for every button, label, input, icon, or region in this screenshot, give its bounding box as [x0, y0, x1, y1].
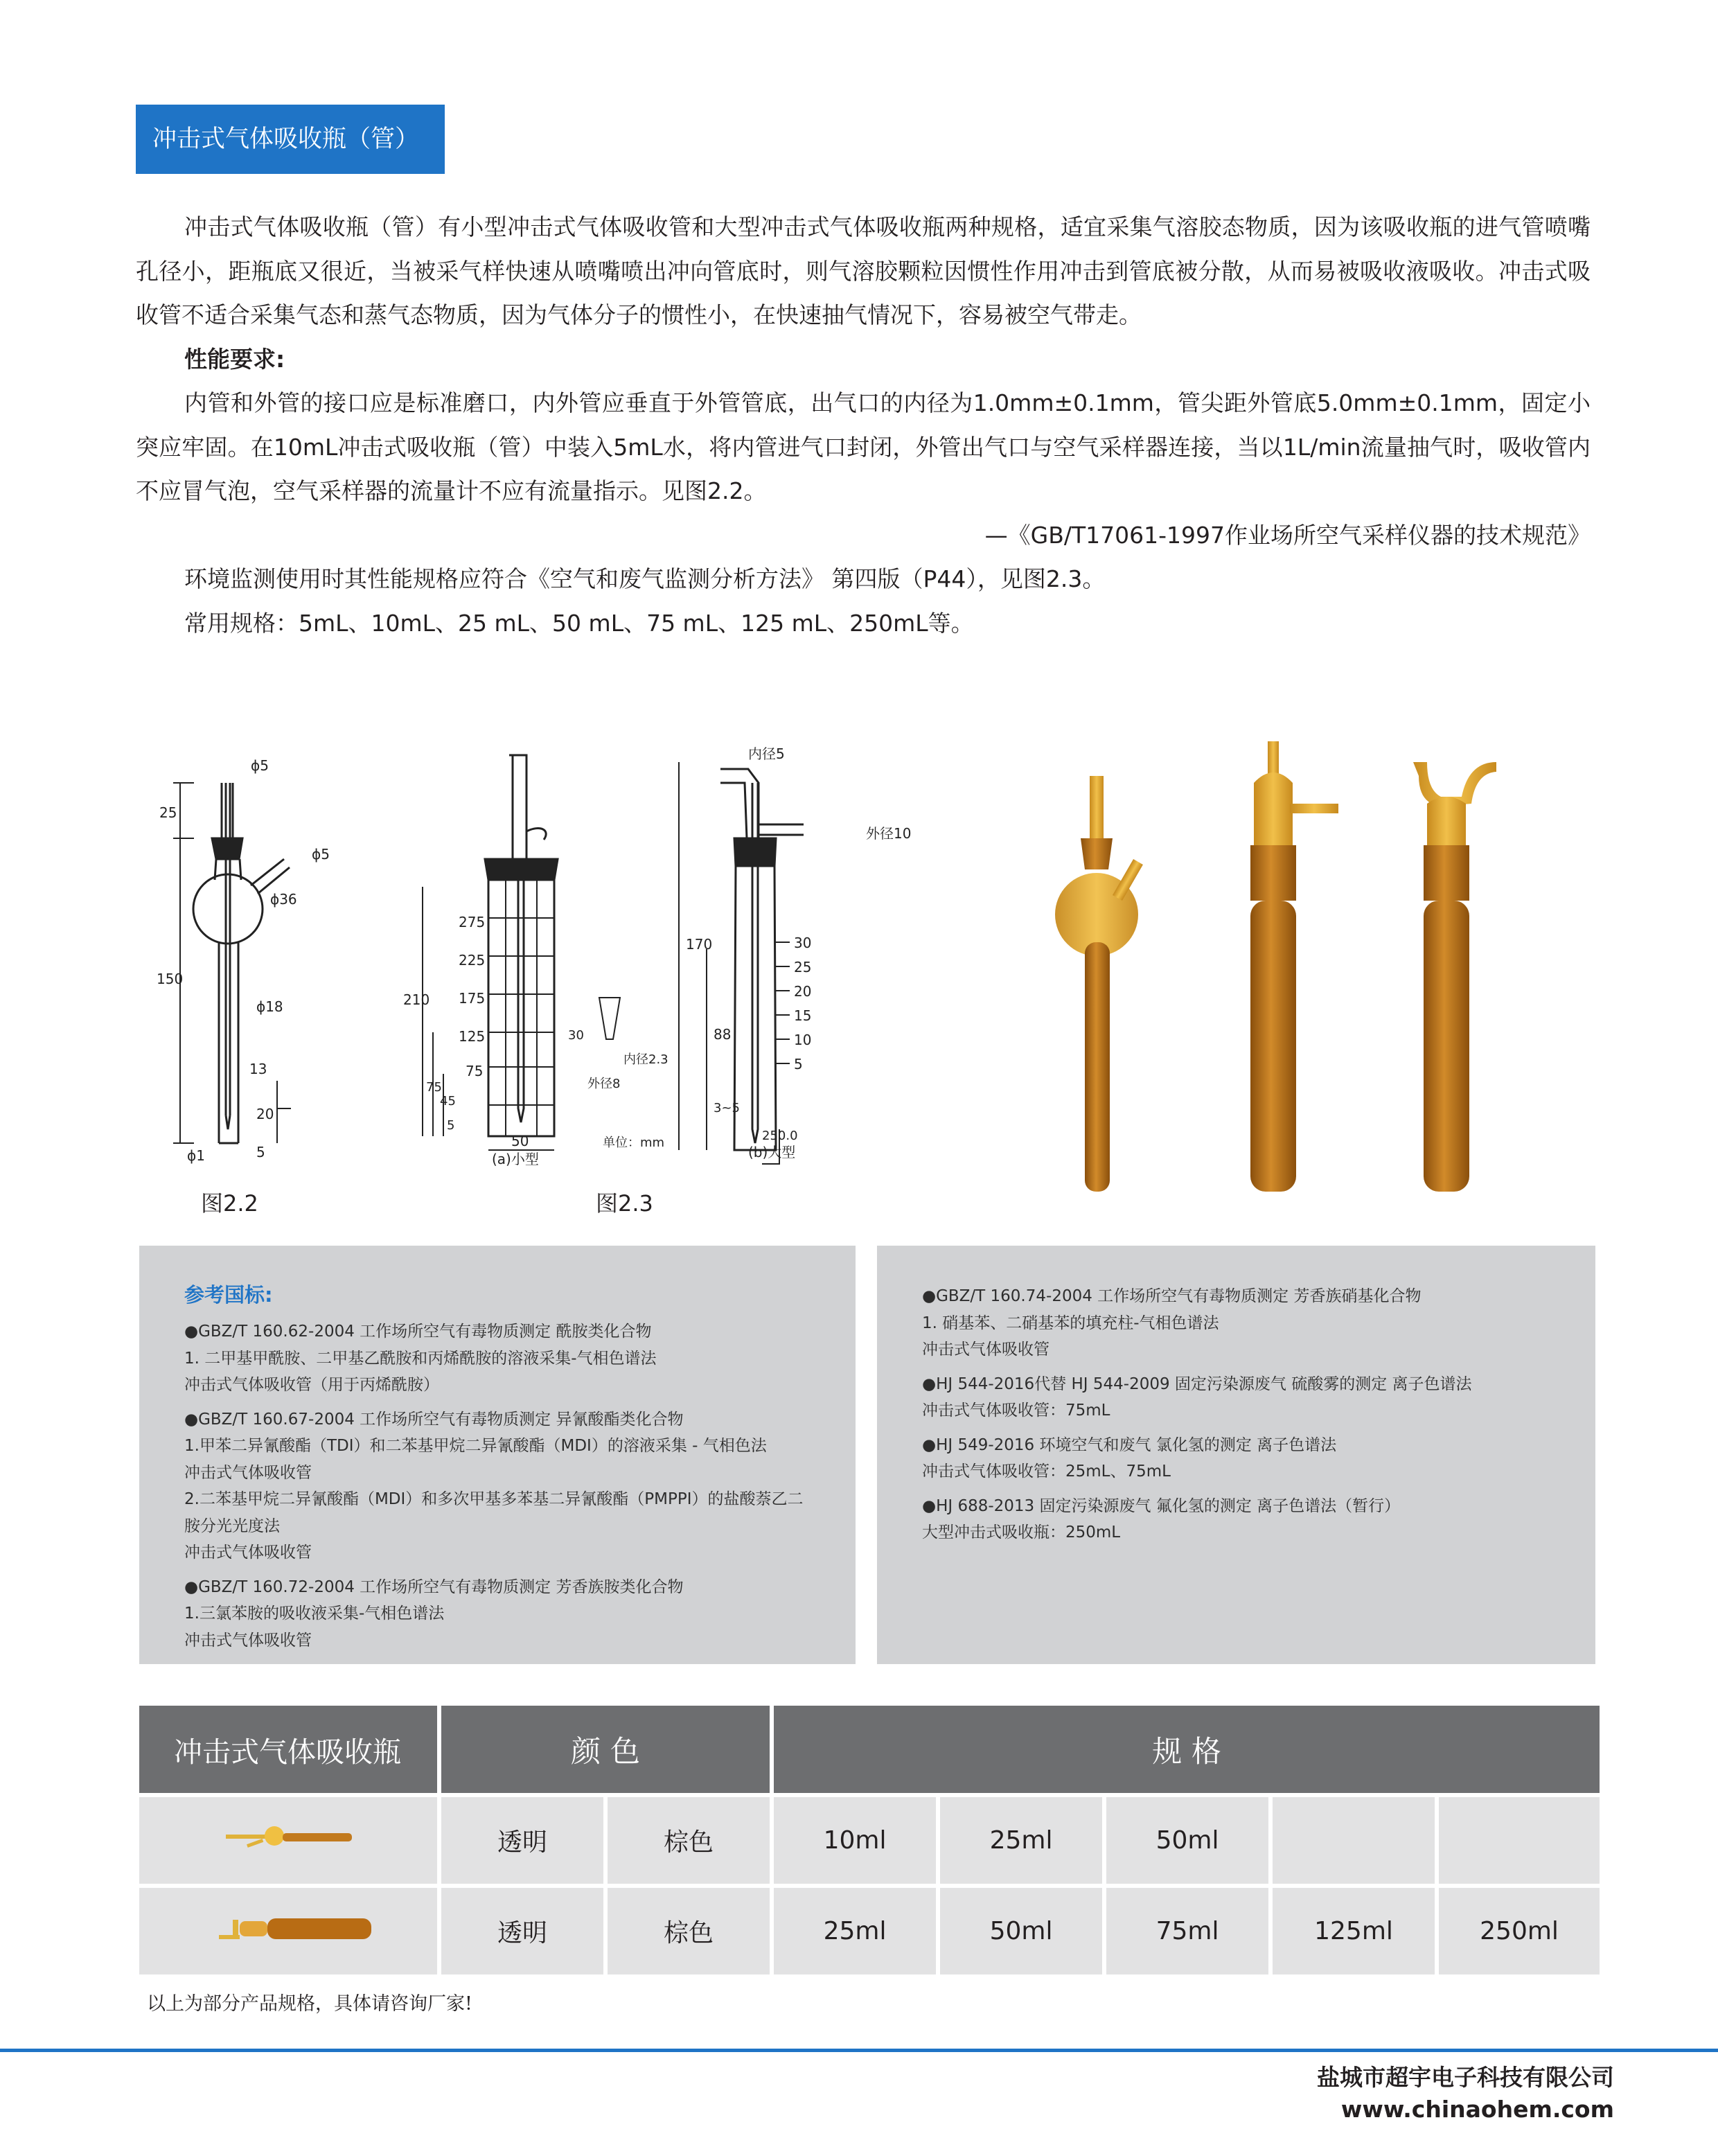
reference-panel-right — [877, 1246, 1595, 1664]
figure-2-3-label: 图2.3 — [596, 1190, 653, 1217]
fig23a-tick-1: 275 — [459, 914, 486, 930]
reference-line: 冲击式气体吸收管：75mL — [922, 1402, 1110, 1420]
reference-line: ●GBZ/T 160.67-2004 工作场所空气有毒物质测定 异氰酸酯类化合物 — [184, 1410, 684, 1429]
reference-title: 参考国标: — [184, 1283, 273, 1307]
fig23a-dim-3: 45 — [440, 1094, 456, 1108]
fig22-dim-7: 13 — [249, 1061, 267, 1077]
figure-2-3a-drawing — [402, 748, 693, 1171]
standard-citation: —《GB/T17061-1997作业场所空气采样仪器的技术规范》 — [984, 521, 1591, 549]
fig22-dim-5: 150 — [157, 971, 184, 987]
intro-paragraph: 冲击式气体吸收瓶（管）有小型冲击式气体吸收管和大型冲击式气体吸收瓶两种规格，适宜采集气溶胶态物质，因为该吸收瓶的进气管喷嘴孔径小，距瓶底又很近，当被采气样快速从喷嘴喷出冲向管底时，则气溶胶颗粒因惯性作用冲击到管底被分散，从而易被吸收液吸收。冲击式吸收管不适合采集气态和蒸气态物质，因为气体分子的惯性小，在快速抽气情况下，容易被空气带走。 — [136, 213, 1591, 328]
fig23b-tick-6: 5 — [794, 1056, 803, 1072]
header-product: 冲击式气体吸收瓶 — [139, 1706, 437, 1793]
figure-2-2-label: 图2.2 — [201, 1190, 258, 1217]
fig22-dim-3: ϕ5 — [312, 846, 330, 863]
fig23b-tick-1: 30 — [794, 935, 812, 951]
reference-line: ●HJ 549-2016 环境空气和废气 氯化氢的测定 离子色谱法 — [922, 1435, 1337, 1454]
fig23b-dim-1: 内径5 — [748, 745, 785, 762]
body-text — [136, 205, 1591, 645]
requirements-paragraph: 内管和外管的接口应是标准磨口，内外管应垂直于外管管底，出气口的内径为1.0mm±0.1mm，管尖距外管底5.0mm±0.1mm，固定小突应牢固。在10mL冲击式吸收瓶（管）中装入5mL水，将内管进气口封闭，外管出气口与空气采样器连接，当以1L/min流量抽气时，吸收管内不应冒气泡，空气采样器的流量计不应有流量指示。见图2.2。 — [136, 389, 1591, 504]
fig23a-tick-5: 75 — [466, 1063, 484, 1079]
fig23a-tick-3: 175 — [459, 990, 486, 1007]
reference-line: 2.二苯基甲烷二异氰酸酯（MDI）和多次甲基多苯基二异氰酸酯（PMPPI）的盐酸萘乙二胺分光光度法 — [184, 1490, 804, 1535]
fig23-tip-3: 外径8 — [587, 1077, 621, 1091]
table-header-row — [139, 1706, 1600, 1793]
fig23b-dim-6: 250.0 — [762, 1129, 798, 1143]
company-name: 盐城市超宇电子科技有限公司 — [1317, 2064, 1614, 2091]
fig23b-dim-5: 3~5 — [714, 1101, 740, 1115]
fig22-dim-8: 20 — [256, 1106, 274, 1122]
reference-line: ●HJ 544-2016代替 HJ 544-2009 固定污染源废气 硫酸雾的测定 离子色谱法 — [922, 1375, 1472, 1393]
reference-line: 1. 硝基苯、二硝基苯的填充柱-气相色谱法 — [922, 1314, 1219, 1332]
fig23b-dim-4: 88 — [714, 1026, 732, 1043]
fig23-unit: 单位：mm — [603, 1136, 665, 1150]
fig23b-tick-2: 25 — [794, 959, 812, 975]
spec-value: 25ml — [940, 1797, 1102, 1884]
reference-item — [922, 1493, 1554, 1546]
reference-line: 1. 二甲基甲酰胺、二甲基乙酰胺和丙烯酰胺的溶液采集-气相色谱法 — [184, 1349, 657, 1368]
fig22-dim-1: ϕ5 — [251, 757, 269, 774]
reference-item — [184, 1406, 814, 1566]
fig22-dim-4: ϕ36 — [270, 891, 297, 908]
fig23b-tick-3: 20 — [794, 983, 812, 1000]
fig23b-tick-5: 10 — [794, 1032, 812, 1048]
reference-line: 冲击式气体吸收管 — [184, 1631, 312, 1650]
fig23a-tick-4: 125 — [459, 1028, 486, 1045]
reference-line: 1.三氯苯胺的吸收液采集-气相色谱法 — [184, 1605, 445, 1623]
product-photo — [1039, 734, 1573, 1192]
fig23a-dim-4: 5 — [447, 1118, 455, 1133]
footnote: 以上为部分产品规格，具体请咨询厂家! — [147, 1993, 472, 2015]
color-option: 棕色 — [608, 1797, 770, 1884]
company-url[interactable]: www.chinaohem.com — [1340, 2096, 1614, 2123]
fig23a-dim-2: 75 — [426, 1080, 442, 1095]
reference-item — [922, 1283, 1554, 1363]
spec-table — [135, 1702, 1604, 1979]
fig22-dim-6: ϕ18 — [256, 998, 283, 1015]
fig23-tip-1: 30 — [568, 1028, 584, 1043]
spec-value: 10ml — [774, 1797, 936, 1884]
reference-line: 冲击式气体吸收管 — [184, 1463, 312, 1482]
color-option: 透明 — [441, 1797, 603, 1884]
fig23a-tick-2: 225 — [459, 952, 486, 969]
environment-paragraph: 环境监测使用时其性能规格应符合《空气和废气监测分析方法》 第四版（P44），见图2.3。 — [184, 565, 1106, 592]
fig23b-tick-4: 15 — [794, 1007, 812, 1024]
figure-2-3b-drawing — [665, 741, 942, 1171]
fig23a-dim-1: 210 — [403, 991, 430, 1008]
fig23b-dim-2: 外径10 — [866, 825, 912, 842]
fig22-dim-9: 5 — [256, 1144, 265, 1160]
reference-line: 1.甲苯二异氰酸酯（TDI）和二苯基甲烷二异氰酸酯（MDI）的溶液采集 - 气相色法 — [184, 1437, 767, 1455]
fig22-dim-2: 25 — [159, 804, 177, 821]
fig23a-dim-5: 50 — [511, 1133, 529, 1149]
fig22-dim-10: ϕ1 — [187, 1147, 205, 1164]
reference-item — [184, 1574, 814, 1654]
reference-line: ●HJ 688-2013 固定污染源废气 氟化氢的测定 离子色谱法（暂行） — [922, 1496, 1401, 1515]
common-specs-paragraph: 常用规格：5mL、10mL、25 mL、50 mL、75 mL、125 mL、250mL等。 — [184, 609, 974, 637]
spec-value: 125ml — [1273, 1888, 1435, 1974]
company-info — [1317, 2062, 1614, 2126]
spec-value: 50ml — [1106, 1797, 1268, 1884]
reference-panel-left — [139, 1246, 856, 1664]
large-impinger-image — [139, 1888, 437, 1974]
spec-value: 50ml — [940, 1888, 1102, 1974]
fig23b-caption: (b)大型 — [748, 1144, 796, 1160]
small-impinger-image — [139, 1797, 437, 1884]
color-option: 棕色 — [608, 1888, 770, 1974]
reference-line: 冲击式气体吸收管：25mL、75mL — [922, 1463, 1171, 1481]
fig23-tip-2: 内径2.3 — [623, 1052, 668, 1067]
reference-item — [184, 1318, 814, 1399]
reference-line: ●GBZ/T 160.62-2004 工作场所空气有毒物质测定 酰胺类化合物 — [184, 1323, 652, 1341]
fig23b-dim-3: 170 — [686, 936, 713, 953]
section-title: 冲击式气体吸收瓶（管） — [136, 105, 445, 174]
reference-line: ●GBZ/T 160.74-2004 工作场所空气有毒物质测定 芳香族硝基化合物 — [922, 1287, 1422, 1305]
reference-line: 大型冲击式吸收瓶：250mL — [922, 1523, 1121, 1541]
requirements-heading: 性能要求: — [184, 345, 285, 373]
reference-item — [922, 1432, 1554, 1485]
figure-2-2-drawing — [152, 755, 360, 1171]
reference-line: 冲击式气体吸收管 — [184, 1544, 312, 1562]
table-row — [139, 1797, 1600, 1884]
table-row — [139, 1888, 1600, 1974]
fig23a-caption: (a)小型 — [492, 1151, 539, 1167]
color-option: 透明 — [441, 1888, 603, 1974]
header-spec: 规 格 — [774, 1706, 1600, 1793]
spec-value — [1439, 1797, 1600, 1884]
reference-line: 冲击式气体吸收管（用于丙烯酰胺） — [184, 1376, 439, 1394]
spec-value: 25ml — [774, 1888, 936, 1974]
spec-value: 250ml — [1439, 1888, 1600, 1974]
spec-value — [1273, 1797, 1435, 1884]
reference-line: ●GBZ/T 160.72-2004 工作场所空气有毒物质测定 芳香族胺类化合物 — [184, 1578, 684, 1596]
spec-value: 75ml — [1106, 1888, 1268, 1974]
footer-divider — [0, 2049, 1718, 2052]
reference-item — [922, 1371, 1554, 1424]
reference-line: 冲击式气体吸收管 — [922, 1341, 1050, 1359]
header-color: 颜 色 — [441, 1706, 770, 1793]
